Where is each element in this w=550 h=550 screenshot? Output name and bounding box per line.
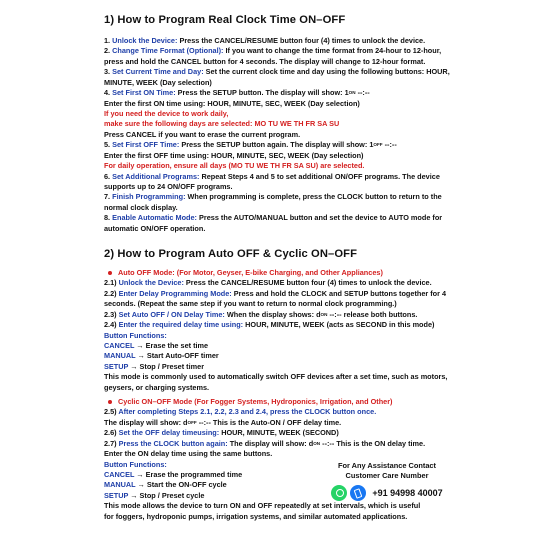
text-line	[104, 289, 538, 299]
section1-body	[104, 36, 538, 234]
text-line	[104, 372, 538, 382]
text-line	[104, 46, 538, 56]
body-text: When programming is complete, press the CLOCK button to return to the	[185, 192, 442, 202]
text-line	[104, 320, 538, 330]
body-text: --:-- This is the Auto-ON / OFF delay time.	[196, 417, 342, 427]
text-line	[104, 88, 538, 99]
body-text: 1.	[104, 36, 113, 45]
contact-row	[312, 485, 462, 501]
section2-title: 2) How to Program Auto OFF & Cyclic ON–OFF	[104, 247, 358, 260]
text-line	[104, 57, 538, 67]
display-code: ON	[348, 90, 356, 96]
body-text: This mode is commonly used to automatically switch OFF devices after a set time, such as motors,	[104, 372, 448, 382]
text-line	[104, 224, 538, 234]
body-text: Repeat Steps 4 and 5 to set additional ON/OFF programs. The device	[199, 171, 440, 181]
note-text: If you need the device to work daily,	[104, 108, 229, 118]
body-text: 2.6)	[104, 428, 119, 438]
text-line	[104, 449, 538, 459]
text-line	[104, 278, 538, 288]
text-line	[104, 268, 538, 278]
text-line	[104, 182, 538, 192]
text-line	[104, 172, 538, 182]
body-text: normal clock display.	[104, 202, 178, 212]
body-text: --:-- release both buttons.	[327, 309, 418, 319]
body-text: When the display shows: d	[224, 309, 321, 319]
body-text: Enter the first OFF time using: HOUR, MINUTE, SEC, WEEK (Day selection)	[104, 150, 364, 160]
body-text: seconds. (Repeat the same step if you want to return to normal clock programming.)	[104, 299, 397, 309]
body-text: 2.2)	[104, 288, 119, 298]
contact-line1: For Any Assistance Contact	[337, 461, 436, 470]
body-text: supports up to 24 ON/OFF programs.	[104, 181, 233, 191]
label-text: Enable Automatic Mode:	[112, 213, 197, 223]
body-text: → Erase the programmed time	[134, 470, 243, 480]
body-text: press and hold the CANCEL button for 4 seconds. The display will change to 12-hour format.	[104, 56, 426, 66]
bullet-icon	[108, 400, 112, 404]
text-line	[104, 501, 538, 511]
text-line	[104, 439, 538, 450]
body-text: The display will show: d	[104, 417, 188, 427]
text-line	[104, 130, 538, 140]
note-text: Auto OFF Mode: (For Motor, Geyser, E-bike Charging, and Other Appliances)	[118, 267, 383, 277]
body-text: 5.	[104, 140, 113, 150]
label-text: Enter Delay Programming Mode:	[118, 288, 232, 298]
body-text: 6.	[104, 171, 113, 181]
text-line	[104, 512, 538, 522]
label-text: Set Current Time and Day:	[112, 67, 204, 77]
phone-icon[interactable]	[350, 485, 366, 501]
note-text: For daily operation, ensure all days (MO TU WE TH FR SA SU) are selected.	[104, 161, 365, 171]
body-text: 3.	[104, 67, 113, 77]
body-text: If you want to change the time format from 24-hour to 12-hour,	[223, 46, 442, 56]
phone-number[interactable]: +91 94998 40007	[372, 488, 443, 498]
display-code: ON	[313, 440, 321, 446]
body-text: 2.	[104, 46, 113, 56]
body-text: → Erase the set time	[134, 340, 209, 350]
text-line	[104, 428, 538, 438]
text-line	[104, 192, 538, 202]
section2-cyclic-body	[104, 397, 538, 522]
text-line	[104, 362, 538, 372]
text-line	[104, 407, 538, 417]
body-text: → Stop / Preset timer	[128, 361, 205, 371]
label-text: Button Functions:	[104, 459, 167, 469]
body-text: MINUTE, WEEK (Day selection)	[104, 77, 212, 87]
body-text: for foggers, hydroponic pumps, irrigation systems, and similar automated applications.	[104, 511, 408, 521]
text-line	[104, 341, 538, 351]
display-code: ON	[320, 311, 328, 317]
body-text: The display will show: d	[227, 438, 314, 448]
text-line	[104, 331, 538, 341]
body-text: → Start the ON-OFF cycle	[135, 480, 227, 490]
body-text: 2.7)	[104, 438, 119, 448]
body-text: 4.	[104, 88, 113, 98]
text-line	[104, 418, 538, 429]
body-text: Set the current clock time and day using the following buttons: HOUR,	[203, 67, 450, 77]
label-text: Button Functions:	[104, 330, 167, 340]
text-line	[104, 397, 538, 407]
label-text: Unlock the Device:	[118, 278, 184, 288]
body-text: --:--	[382, 140, 397, 150]
text-line	[104, 299, 538, 309]
body-text: 2.4)	[104, 320, 119, 330]
body-text: Press the CANCEL/RESUME button four (4) times to unlock the device.	[183, 278, 432, 288]
label-text: Set Additional Programs:	[112, 171, 200, 181]
label-text: MANUAL	[104, 480, 136, 490]
note-text: Cyclic ON–OFF Mode (For Fogger Systems, Hydroponics, Irrigation, and Other)	[118, 396, 393, 406]
body-text: 2.5)	[104, 407, 119, 417]
body-text: HOUR, MINUTE, WEEK (SECOND)	[219, 428, 339, 438]
label-text: Finish Programming:	[112, 192, 186, 202]
body-text: Press the SETUP button. The display will show: 1	[175, 88, 349, 98]
label-text: SETUP	[104, 361, 129, 371]
body-text: Press the SETUP button again. The display will show: 1	[179, 140, 374, 150]
text-line	[104, 119, 538, 129]
label-text: After completing Steps 2.1, 2.2, 2.3 and 2.4, press the CLOCK button once.	[118, 407, 377, 417]
label-text: CANCEL	[104, 470, 135, 480]
body-text: Press CANCEL if you want to erase the current program.	[104, 129, 301, 139]
body-text: Press the AUTO/MANUAL button and set the device to AUTO mode for	[197, 213, 443, 223]
label-text: SETUP	[104, 490, 129, 500]
whatsapp-icon[interactable]	[331, 485, 347, 501]
label-text: Change Time Format (Optional):	[112, 46, 224, 56]
body-text: 8.	[104, 213, 113, 223]
text-line	[104, 203, 538, 213]
label-text: Set First ON Time:	[112, 88, 176, 98]
body-text: --:-- This is the ON delay time.	[320, 438, 426, 448]
body-text: Enter the ON delay time using the same buttons.	[104, 449, 273, 459]
label-text: Set Auto OFF / ON Delay Time:	[118, 309, 225, 319]
label-text: Set the OFF delay timeusing:	[118, 428, 220, 438]
body-text: 2.1)	[104, 278, 119, 288]
text-line	[104, 161, 538, 171]
body-text: This mode allows the device to turn ON and OFF repeatedly at set intervals, which is useful	[104, 501, 421, 511]
text-line	[104, 36, 538, 46]
bullet-icon	[108, 271, 112, 275]
body-text: 7.	[104, 192, 113, 202]
text-line	[104, 140, 538, 151]
section2-auto-off-body	[104, 268, 538, 393]
body-text: 2.3)	[104, 309, 119, 319]
body-text: Enter the first ON time using: HOUR, MINUTE, SEC, WEEK (Day selection)	[104, 98, 360, 108]
body-text: → Stop / Preset cycle	[128, 490, 205, 500]
body-text: geysers, or charging systems.	[104, 382, 210, 392]
contact-line2: Customer Care Number	[345, 471, 429, 480]
body-text: Press the CANCEL/RESUME button four (4) times to unlock the device.	[177, 36, 426, 45]
label-text: Set First OFF Time:	[112, 140, 180, 150]
text-line	[104, 78, 538, 88]
text-line	[104, 213, 538, 223]
text-line	[104, 151, 538, 161]
text-line	[104, 383, 538, 393]
text-line	[104, 351, 538, 361]
label-text: MANUAL	[104, 351, 136, 361]
body-text: automatic ON/OFF operation.	[104, 223, 206, 233]
contact-box	[312, 461, 462, 501]
label-text: CANCEL	[104, 340, 135, 350]
body-text: HOUR, MINUTE, WEEK (acts as SECOND in this mode)	[243, 320, 435, 330]
body-text: --:--	[355, 88, 370, 98]
text-line	[104, 109, 538, 119]
label-text: Press the CLOCK button again:	[118, 438, 228, 448]
body-text: Press and hold the CLOCK and SETUP buttons together for 4	[231, 288, 447, 298]
section1-title: 1) How to Program Real Clock Time ON–OFF	[104, 14, 346, 26]
text-line	[104, 310, 538, 321]
label-text: Enter the required delay time using:	[118, 320, 244, 330]
text-line	[104, 67, 538, 77]
text-line	[104, 99, 538, 109]
label-text: Unlock the Device:	[112, 36, 178, 45]
display-code: OFF	[373, 142, 383, 148]
note-text: make sure the following days are selected: MO TU WE TH FR SA SU	[104, 119, 340, 129]
display-code: OFF	[187, 419, 197, 425]
body-text: → Start Auto-OFF timer	[135, 351, 219, 361]
